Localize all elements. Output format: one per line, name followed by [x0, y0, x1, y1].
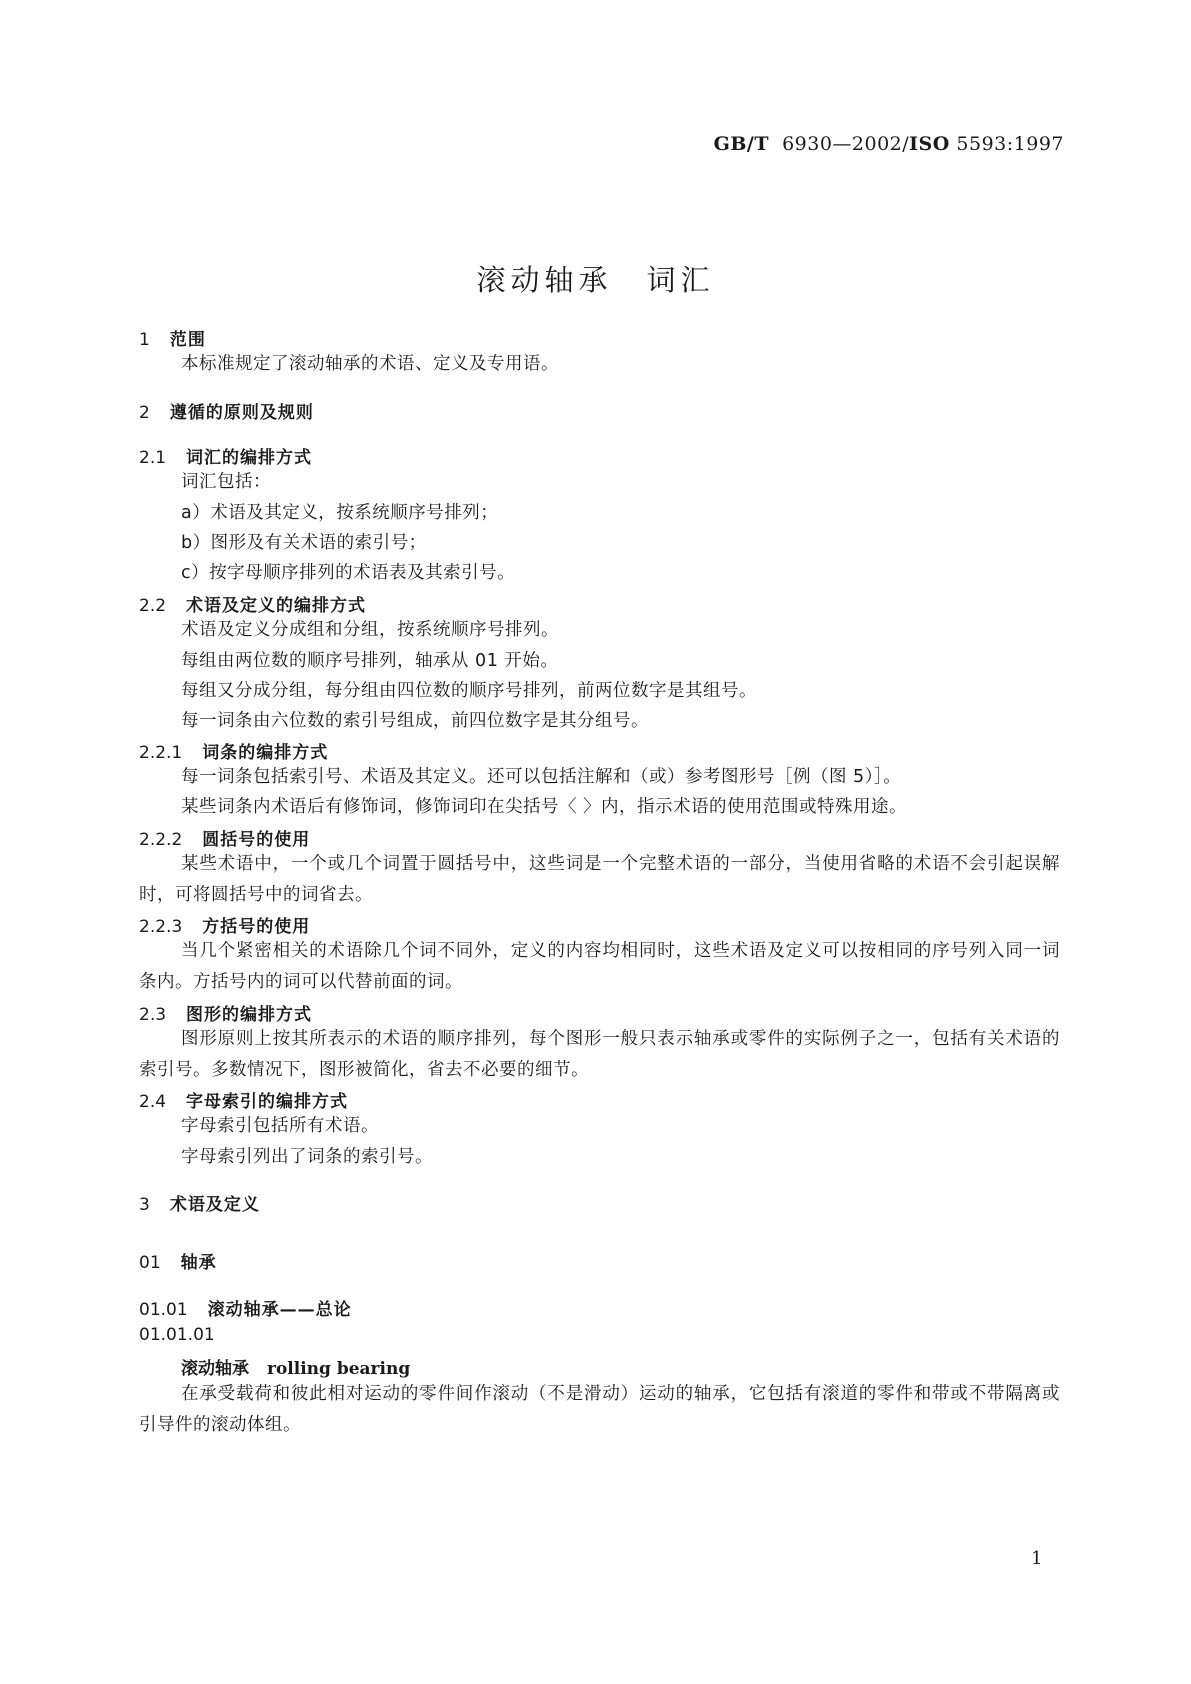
list-item-b: b）图形及有关术语的索引号；: [181, 533, 427, 553]
entry-index-number: [139, 1325, 235, 1345]
term-chinese: 滚动轴承: [181, 1359, 249, 1379]
std-code-iso: ISO: [909, 133, 950, 155]
section-2-2-3-heading: [139, 912, 310, 937]
section-title: 词条的编排方式: [202, 743, 329, 763]
section-title: 遵循的原则及规则: [169, 403, 314, 423]
section-number: 2.2: [139, 596, 167, 616]
paragraph: 每一词条由六位数的索引号组成，前四位数字是其分组号。: [181, 711, 649, 731]
section-number: 2.2.1: [139, 743, 183, 763]
section-1-heading: [139, 325, 206, 350]
paragraph: 每组由两位数的顺序号排列，轴承从 01 开始。: [181, 651, 559, 671]
section-title: 圆括号的使用: [202, 830, 311, 850]
group-01-heading: [139, 1248, 217, 1273]
section-title: 术语及定义: [169, 1195, 260, 1215]
paragraph: 某些术语中，一个或几个词置于圆括号中，这些词是一个完整术语的一部分，当使用省略的术语不会引起误解时，可将圆括号中的词省去。: [139, 854, 1060, 905]
paragraph: 图形原则上按其所表示的术语的顺序排列，每个图形一般只表示轴承或零件的实际例子之一，包括有关术语的索引号。多数情况下，图形被简化，省去不必要的细节。: [139, 1029, 1060, 1080]
section-2-heading: [139, 398, 314, 423]
section-number: 2.4: [139, 1092, 167, 1112]
section-number: 1: [139, 330, 150, 350]
section-number: 3: [139, 1195, 150, 1215]
paragraph: 本标准规定了滚动轴承的术语、定义及专用语。: [181, 354, 559, 374]
section-number: 2.3: [139, 1005, 167, 1025]
section-3-heading: [139, 1190, 260, 1215]
entry-number: 01.01.01: [139, 1325, 215, 1345]
section-2-2-2-heading: [139, 825, 310, 850]
list-item-a: a）术语及其定义，按系统顺序号排列；: [181, 503, 499, 523]
subgroup-number: 01.01: [139, 1300, 188, 1320]
section-title: 范围: [169, 330, 206, 350]
section-2-2-1-heading: [139, 738, 328, 763]
list-item-c: c）按字母顺序排列的术语表及其索引号。: [181, 563, 516, 583]
std-code-iso-number: 5593:1997: [956, 133, 1064, 155]
paragraph: 当几个紧密相关的术语除几个词不同外，定义的内容均相同时，这些术语及定义可以按相同的序号列入同一词条内。方括号内的词可以代替前面的词。: [139, 941, 1060, 992]
section-2-2-heading: [139, 591, 366, 616]
paragraph: 词汇包括：: [181, 472, 271, 492]
page-number: 1: [1031, 1548, 1043, 1569]
section-2-3-heading: [139, 1000, 312, 1025]
section-2-1-heading: [139, 443, 312, 468]
term-english: rolling bearing: [267, 1359, 411, 1379]
subgroup-01-01-heading: [139, 1295, 352, 1320]
group-number: 01: [139, 1253, 161, 1273]
section-number: 2: [139, 403, 150, 423]
term-definition: 在承受载荷和彼此相对运动的零件间作滚动（不是滑动）运动的轴承，它包括有滚道的零件和带或不带隔离或引导件的滚动体组。: [139, 1384, 1060, 1435]
paragraph: 字母索引包括所有术语。: [181, 1116, 379, 1136]
paragraph: 字母索引列出了词条的索引号。: [181, 1147, 433, 1167]
std-code-gbt: GB/T: [713, 133, 769, 155]
subgroup-title: 滚动轴承——总论: [207, 1300, 352, 1320]
term-line: [181, 1354, 410, 1379]
paragraph: 每一词条包括索引号、术语及其定义。还可以包括注解和（或）参考图形号［例（图 5）］。: [181, 767, 902, 787]
std-code-number: 6930—2002/: [782, 133, 910, 155]
section-number: 2.2.2: [139, 830, 183, 850]
section-title: 图形的编排方式: [186, 1005, 313, 1025]
section-number: 2.1: [139, 448, 167, 468]
document-title: 滚动轴承 词汇: [476, 263, 715, 297]
section-title: 术语及定义的编排方式: [186, 596, 367, 616]
section-title: 字母索引的编排方式: [186, 1092, 349, 1112]
section-title: 词汇的编排方式: [186, 448, 313, 468]
section-title: 方括号的使用: [202, 917, 311, 937]
section-number: 2.2.3: [139, 917, 183, 937]
paragraph: 某些词条内术语后有修饰词，修饰词印在尖括号〈 〉内，指示术语的使用范围或特殊用途。: [181, 797, 908, 817]
group-title: 轴承: [180, 1253, 217, 1273]
paragraph: 术语及定义分成组和分组，按系统顺序号排列。: [181, 620, 559, 640]
paragraph: 每组又分成分组，每分组由四位数的顺序号排列，前两位数字是其组号。: [181, 681, 757, 701]
section-2-4-heading: [139, 1087, 348, 1112]
